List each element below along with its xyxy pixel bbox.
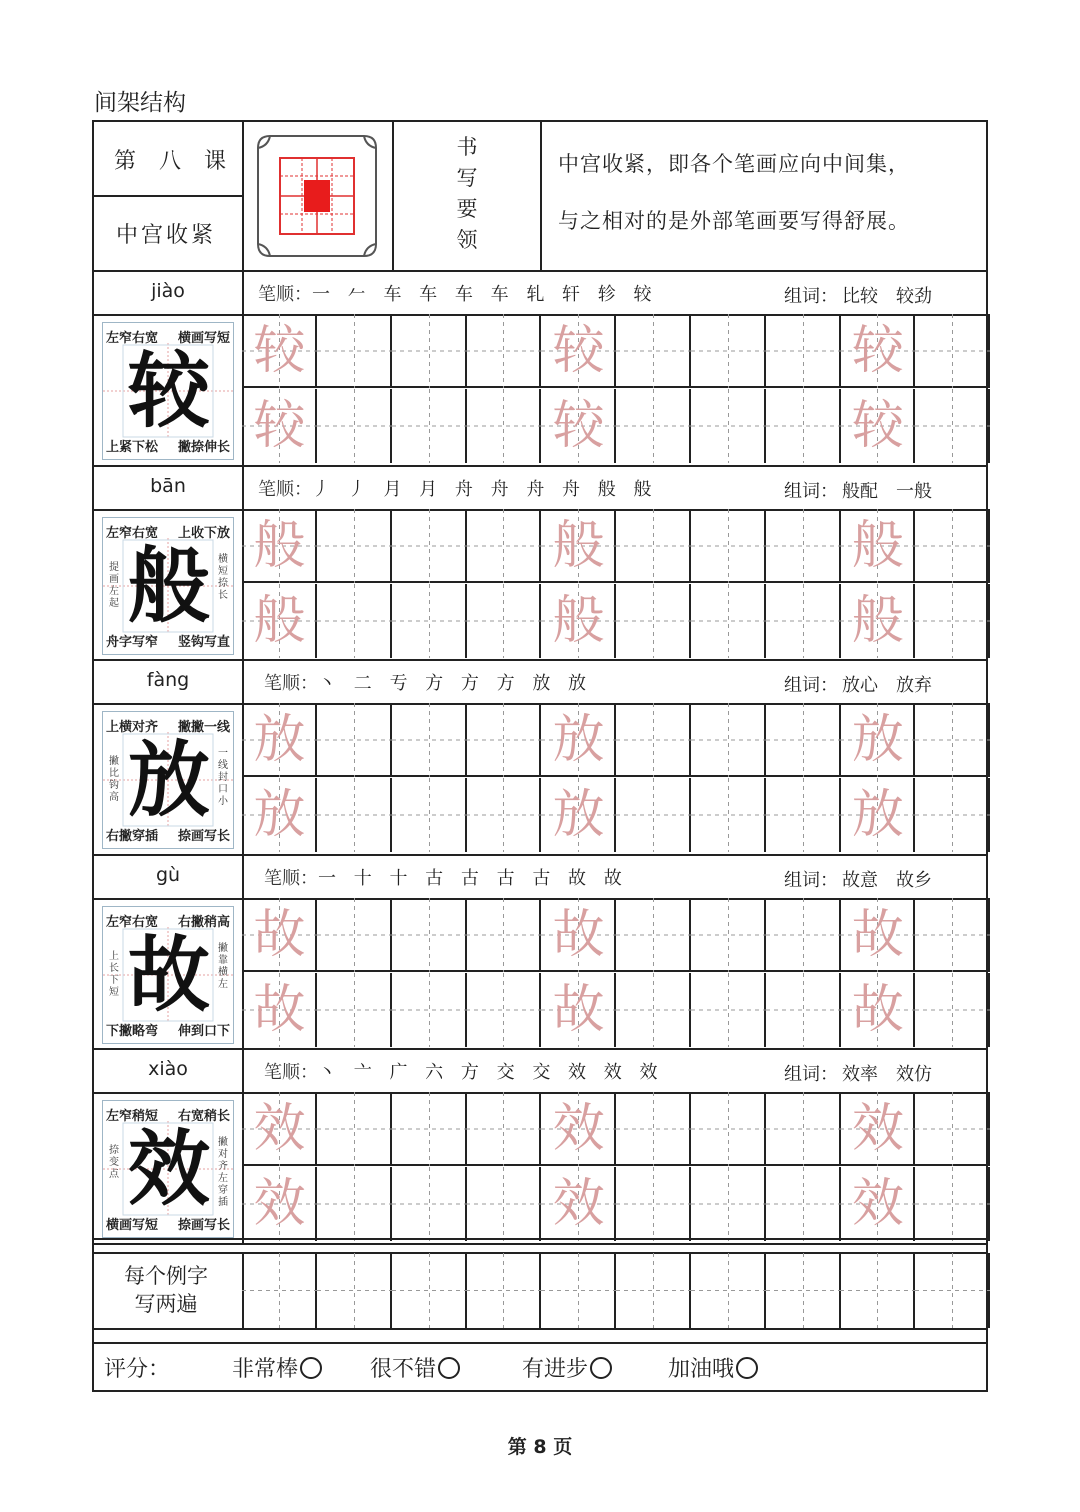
- scoring-label: 评分：: [104, 1357, 171, 1382]
- practice-cell[interactable]: [392, 973, 467, 1047]
- tip-bottom-left: 上紧下松: [106, 440, 159, 455]
- tip-top-right: 撇撇一线: [177, 720, 230, 735]
- trace-character: 放: [253, 785, 306, 845]
- practice-cell[interactable]: [766, 1092, 841, 1166]
- practice-cell[interactable]: [915, 314, 990, 388]
- practice-cell[interactable]: [392, 509, 467, 583]
- practice-cell[interactable]: [242, 584, 317, 658]
- example-character: 效: [127, 1121, 210, 1217]
- trace-character: 效: [253, 1174, 306, 1234]
- practice-cell[interactable]: [766, 1167, 841, 1241]
- trace-character: 故: [253, 979, 306, 1040]
- example-card: [102, 906, 234, 1044]
- tip-top-left: 左窄稍短: [106, 1109, 159, 1124]
- pinyin: xiào: [148, 1058, 188, 1080]
- practice-cell[interactable]: [616, 1092, 691, 1166]
- practice-cell[interactable]: [317, 314, 392, 388]
- practice-cell[interactable]: [466, 1253, 541, 1328]
- practice-cell[interactable]: [766, 973, 841, 1047]
- practice-cell[interactable]: [691, 973, 766, 1047]
- score-option-keep-going[interactable]: 加油哦: [668, 1352, 758, 1383]
- practice-cell[interactable]: [242, 1092, 317, 1166]
- tip-top-left: 左窄右宽: [106, 331, 159, 346]
- practice-cell[interactable]: [766, 389, 841, 463]
- practice-cell[interactable]: [392, 703, 467, 777]
- practice-cell[interactable]: [541, 1167, 616, 1241]
- trace-character: 放: [253, 710, 306, 770]
- practice-cell[interactable]: [466, 703, 541, 777]
- practice-cell[interactable]: [691, 778, 766, 852]
- tip-top-right: 右撇稍高: [177, 914, 230, 930]
- practice-cell[interactable]: [466, 314, 541, 388]
- trace-character: 放: [552, 710, 605, 770]
- practice-cell[interactable]: [392, 1167, 467, 1241]
- practice-cell[interactable]: [317, 1167, 392, 1241]
- example-card: [102, 1100, 234, 1238]
- center-palace-diagram: [254, 132, 380, 260]
- example-character: 般: [127, 537, 210, 634]
- practice-cell[interactable]: [691, 1253, 766, 1328]
- divider: [94, 195, 242, 197]
- trace-character: 故: [851, 904, 904, 965]
- divider: [94, 1243, 986, 1245]
- practice-cell[interactable]: [616, 898, 691, 972]
- practice-cell[interactable]: [541, 703, 616, 777]
- practice-cell[interactable]: [466, 778, 541, 852]
- practice-cell[interactable]: [616, 1167, 691, 1241]
- practice-cell[interactable]: [691, 1092, 766, 1166]
- practice-cell[interactable]: [915, 898, 990, 972]
- trace-character: 效: [851, 1099, 904, 1159]
- word-examples: 组词： 放心 放弃: [784, 675, 932, 696]
- divider: [94, 465, 986, 467]
- practice-cell[interactable]: [317, 584, 392, 658]
- practice-cell[interactable]: [915, 509, 990, 583]
- practice-cell[interactable]: [392, 389, 467, 463]
- practice-cell[interactable]: [317, 703, 392, 777]
- practice-cell[interactable]: [840, 1253, 915, 1328]
- trace-character: 故: [253, 904, 306, 965]
- practice-cell[interactable]: [840, 584, 915, 658]
- example-character: 故: [127, 926, 210, 1023]
- practice-cell[interactable]: [466, 389, 541, 463]
- practice-cell[interactable]: [915, 584, 990, 658]
- practice-cell[interactable]: [466, 973, 541, 1047]
- side-note-left: 上长下短: [109, 950, 119, 998]
- practice-cell[interactable]: [317, 973, 392, 1047]
- trace-character: 较: [253, 396, 306, 456]
- pinyin: gù: [155, 863, 181, 886]
- practice-cell[interactable]: [915, 703, 990, 777]
- practice-cell[interactable]: [242, 1253, 317, 1328]
- tip-top-right: 右宽稍长: [177, 1109, 230, 1124]
- practice-cell[interactable]: [616, 1253, 691, 1328]
- trace-character: 效: [552, 1099, 605, 1159]
- score-option-great[interactable]: 非常棒: [232, 1352, 322, 1383]
- trace-character: 较: [552, 396, 605, 456]
- practice-cell[interactable]: [317, 1253, 392, 1328]
- practice-cell[interactable]: [541, 584, 616, 658]
- practice-cell[interactable]: [466, 1167, 541, 1241]
- stroke-order: 笔顺：丿 丿 月 月 舟 舟 舟 舟 般 般: [258, 478, 658, 500]
- practice-cell[interactable]: [242, 1167, 317, 1241]
- practice-cell[interactable]: [840, 1167, 915, 1241]
- example-character: 较: [127, 343, 210, 439]
- trace-character: 故: [552, 979, 605, 1040]
- trace-character: 般: [851, 590, 904, 651]
- trace-character: 较: [851, 396, 904, 456]
- tip-top-right: 上收下放: [177, 525, 230, 541]
- side-note-right: 横短捺长: [218, 553, 228, 601]
- practice-cell[interactable]: [392, 1092, 467, 1166]
- practice-cell[interactable]: [840, 389, 915, 463]
- practice-cell[interactable]: [242, 898, 317, 972]
- tip-top-right: 横画写短: [177, 331, 230, 346]
- practice-cell[interactable]: [466, 584, 541, 658]
- divider: [94, 270, 986, 272]
- divider: [540, 122, 542, 270]
- divider: [94, 1328, 986, 1330]
- example-card: [102, 517, 234, 655]
- trace-character: 效: [253, 1099, 306, 1159]
- practice-cell[interactable]: [766, 314, 841, 388]
- practice-cell[interactable]: [317, 389, 392, 463]
- practice-cell[interactable]: [616, 584, 691, 658]
- pinyin: jiào: [151, 280, 185, 302]
- side-note-left: 提画左起: [109, 561, 119, 609]
- practice-cell[interactable]: [691, 389, 766, 463]
- practice-cell[interactable]: [691, 1167, 766, 1241]
- side-note-right: 撇靠横左: [218, 942, 228, 990]
- trace-character: 般: [851, 515, 904, 576]
- practice-cell[interactable]: [840, 973, 915, 1047]
- practice-cell[interactable]: [242, 314, 317, 388]
- practice-cell[interactable]: [840, 703, 915, 777]
- practice-cell[interactable]: [392, 1253, 467, 1328]
- tip-bottom-right: 撇捺伸长: [177, 440, 230, 455]
- example-character: 放: [127, 732, 210, 828]
- practice-cell[interactable]: [242, 509, 317, 583]
- practice-cell[interactable]: [616, 509, 691, 583]
- practice-cell[interactable]: [915, 389, 990, 463]
- practice-cell[interactable]: [616, 314, 691, 388]
- tip-bottom-left: 下撇略弯: [106, 1023, 159, 1039]
- section-title: 间架结构: [94, 90, 186, 116]
- word-examples: 组词： 效率 效仿: [784, 1064, 932, 1085]
- practice-cell[interactable]: [541, 509, 616, 583]
- practice-cell[interactable]: [766, 584, 841, 658]
- practice-cell[interactable]: [766, 703, 841, 777]
- trace-character: 般: [253, 590, 306, 651]
- practice-cell[interactable]: [317, 778, 392, 852]
- pinyin: fàng: [146, 669, 190, 691]
- practice-cell[interactable]: [840, 314, 915, 388]
- practice-cell[interactable]: [541, 1253, 616, 1328]
- practice-cell[interactable]: [317, 509, 392, 583]
- practice-cell[interactable]: [616, 778, 691, 852]
- practice-cell[interactable]: [541, 778, 616, 852]
- tip-bottom-right: 捺画写长: [177, 1218, 230, 1233]
- side-note-left: 捺变点: [109, 1145, 119, 1180]
- practice-cell[interactable]: [840, 898, 915, 972]
- practice-cell[interactable]: [691, 584, 766, 658]
- practice-cell[interactable]: [691, 314, 766, 388]
- practice-cell[interactable]: [317, 1092, 392, 1166]
- practice-cell[interactable]: [392, 778, 467, 852]
- practice-cell[interactable]: [541, 389, 616, 463]
- trace-character: 般: [552, 515, 605, 576]
- practice-cell[interactable]: [691, 898, 766, 972]
- practice-cell[interactable]: [616, 703, 691, 777]
- divider: [94, 659, 986, 661]
- practice-cell[interactable]: [242, 703, 317, 777]
- practice-cell[interactable]: [466, 898, 541, 972]
- trace-character: 故: [851, 979, 904, 1040]
- practice-cell[interactable]: [616, 389, 691, 463]
- stroke-order: 笔顺：一 𠂉 车 车 车 车 轧 轩 轸 较: [258, 284, 658, 305]
- trace-character: 般: [253, 515, 306, 576]
- practice-cell[interactable]: [541, 314, 616, 388]
- score-option-good[interactable]: 很不错: [370, 1352, 460, 1383]
- requirements-label: 书 写 要 领: [456, 135, 478, 252]
- practice-cell[interactable]: [466, 509, 541, 583]
- tip-bottom-left: 横画写短: [106, 1218, 159, 1233]
- practice-cell[interactable]: [392, 898, 467, 972]
- side-note-right: 一线 封口小: [218, 748, 228, 807]
- divider: [392, 122, 394, 270]
- word-examples: 组词： 般配 一般: [784, 480, 932, 502]
- practice-cell[interactable]: [766, 898, 841, 972]
- practice-cell[interactable]: [840, 509, 915, 583]
- practice-cell[interactable]: [766, 1253, 841, 1328]
- divider: [242, 122, 244, 270]
- practice-cell[interactable]: [541, 973, 616, 1047]
- practice-cell[interactable]: [840, 1092, 915, 1166]
- trace-character: 较: [851, 321, 904, 381]
- side-note-left: 撇比钩高: [109, 756, 119, 803]
- requirements-text: 中宫收紧，即各个笔画应向中间集， 与之相对的是外部笔画要写得舒展。: [558, 152, 910, 233]
- practice-cell[interactable]: [766, 778, 841, 852]
- tip-top-left: 上横对齐: [106, 720, 159, 735]
- practice-cell[interactable]: [317, 898, 392, 972]
- practice-cell[interactable]: [915, 973, 990, 1047]
- trace-character: 较: [253, 321, 306, 381]
- example-card: [102, 322, 234, 460]
- tip-bottom-right: 捺画写长: [177, 829, 230, 844]
- example-card: [102, 711, 234, 849]
- practice-cell[interactable]: [392, 584, 467, 658]
- page-number: 第 8 页: [507, 1436, 573, 1458]
- tip-bottom-right: 竖钩写直: [177, 634, 230, 650]
- trace-character: 般: [552, 590, 605, 651]
- trace-character: 放: [552, 785, 605, 845]
- score-option-progress[interactable]: 有进步: [522, 1352, 612, 1383]
- practice-cell[interactable]: [915, 1253, 990, 1328]
- stroke-order: 笔顺：丶 二 亐 方 方 方 放 放: [264, 673, 593, 694]
- tip-top-left: 左窄右宽: [106, 525, 159, 541]
- trace-character: 放: [851, 710, 904, 770]
- practice-cell[interactable]: [915, 1092, 990, 1166]
- practice-cell[interactable]: [541, 1092, 616, 1166]
- trace-character: 效: [851, 1174, 904, 1234]
- practice-cell[interactable]: [541, 898, 616, 972]
- practice-cell[interactable]: [691, 509, 766, 583]
- practice-cell[interactable]: [242, 973, 317, 1047]
- stroke-order: 笔顺：丶 亠 广 六 方 交 交 效 效 效: [264, 1062, 664, 1083]
- divider: [94, 1048, 986, 1050]
- practice-cell[interactable]: [915, 778, 990, 852]
- practice-cell[interactable]: [915, 1167, 990, 1241]
- trace-character: 放: [851, 785, 904, 845]
- practice-cell[interactable]: [766, 509, 841, 583]
- lesson-number: 第 八 课: [114, 149, 234, 174]
- practice-cell[interactable]: [840, 778, 915, 852]
- tip-bottom-right: 伸到口下: [177, 1023, 230, 1039]
- practice-sheet: [92, 120, 988, 1392]
- stroke-order: 笔顺：一 十 十 古 古 古 古 故 故: [264, 867, 628, 889]
- trace-character: 较: [552, 321, 605, 381]
- divider: [94, 1238, 986, 1240]
- trace-character: 效: [552, 1174, 605, 1234]
- practice-cell[interactable]: [691, 703, 766, 777]
- practice-cell[interactable]: [616, 973, 691, 1047]
- word-examples: 组词： 比较 较劲: [784, 286, 932, 307]
- practice-cell[interactable]: [242, 389, 317, 463]
- practice-cell[interactable]: [392, 314, 467, 388]
- practice-cell[interactable]: [242, 778, 317, 852]
- tip-top-left: 左窄右宽: [106, 914, 159, 930]
- divider: [94, 854, 986, 856]
- side-note-right: 撇对齐左穿插: [218, 1137, 228, 1208]
- practice-cell[interactable]: [466, 1092, 541, 1166]
- word-examples: 组词： 故意 故乡: [784, 869, 932, 891]
- pinyin: bān: [150, 474, 186, 497]
- tip-bottom-left: 右撇穿插: [106, 829, 159, 844]
- trace-character: 故: [552, 904, 605, 965]
- tip-bottom-left: 舟字写窄: [106, 634, 159, 650]
- practice-label: 每个例字 写两遍: [124, 1264, 208, 1316]
- lesson-topic: 中宫收紧: [116, 223, 217, 248]
- divider: [94, 1342, 986, 1344]
